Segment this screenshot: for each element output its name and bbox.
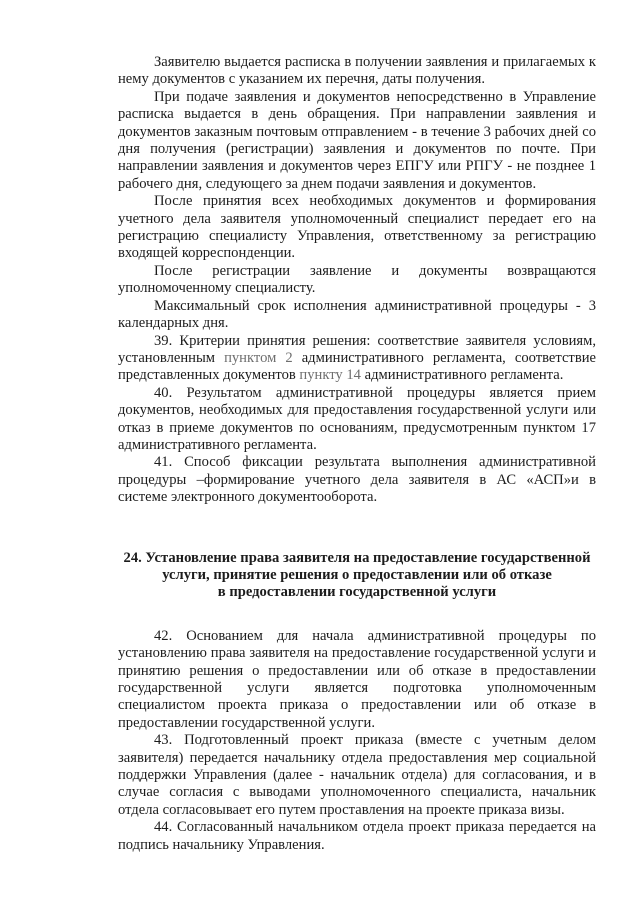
paragraph [118,89,596,193]
paragraph-text: После регистрации заявление и документы возвращаются уполномоченному специалисту. [118,262,596,297]
heading-line: в предоставлении государственной услуги [217,584,497,601]
paragraph-text: 43. Подготовленный проект приказа (вместе с учетным делом заявителя) передается начальнику отдела предоставления мер социальной поддержки Управления (далее - начальник отдела) для согласования, и в случае согласия с выводами уполномоченного специалиста, начальник отдела согласовывает его путем проставления на проекте приказа визы. [118,732,596,818]
paragraph-text: административного регламента. [360,367,564,384]
paragraph-text: 39. Критерии принятия решения: соответствие заявителя условиям, установленным [118,332,596,366]
paragraph-text: Максимальный срок исполнения административной процедуры - 3 календарных дня. [118,297,596,332]
text-block-bottom [118,628,596,854]
paragraph [118,333,596,385]
section-heading [118,550,596,602]
regulation-reference-link[interactable]: пункту 14 [299,367,361,384]
heading-line: услуги, принятие решения о предоставлении или об отказе [162,566,552,583]
paragraph-text: После принятия всех необходимых документов и формирования учетного дела заявителя уполномоченный специалист передает его на регистрацию специалисту Управления, ответственному за регистрацию входящей корреспонденции. [118,193,596,262]
paragraph-text: При подаче заявления и документов непосредственно в Управление расписка выдается в день обращения. При направлении заявления и документов заказным почтовым отправлением - в течение 3 рабочих дней со дня получения (регистрации) заявления и документов по почте. При направлении заявления и документов через ЕПГУ или РПГУ - не позднее 1 рабочего дня, следующего за днем подачи заявления и документов. [118,88,596,192]
paragraph-text: 41. Способ фиксации результата выполнения административной процедуры –формирование учетного дела заявителя в АС «АСП»и в системе электронного документооборота. [118,454,596,506]
paragraph [118,263,596,298]
paragraph [118,454,596,506]
paragraph [118,298,596,333]
paragraph [118,819,596,854]
paragraph-text: 42. Основанием для начала административной процедуры по установлению права заявителя на предоставление государственной услуги и принятию решения о предоставлении или об отказе в предоставлении государственной услуги является подготовка уполномоченным специалистом проекта приказа о предоставлении или об отказе в предоставлении государственной услуги. [118,627,596,731]
paragraph-text: 40. Результатом административной процедуры является прием документов, необходимых для предоставления государственной услуги или отказ в приеме документов по основаниям, предусмотренным пунктом 17 административного регламента. [118,384,596,453]
paragraph [118,193,596,263]
regulation-reference-link[interactable]: пунктом 2 [224,349,293,366]
paragraph-text: Заявителю выдается расписка в получении заявления и прилагаемых к нему документов с указанием их перечня, даты получения. [118,54,596,88]
text-block-top [118,54,596,507]
heading-line: 24. Установление права заявителя на предоставление государственной [123,549,591,566]
paragraph [118,54,596,89]
paragraph-text: 44. Согласованный начальником отдела проект приказа передается на подпись начальнику Управления. [118,819,596,853]
paragraph-text: административного регламента, соответствие представленных документов [118,349,596,384]
paragraph [118,628,596,732]
paragraph [118,385,596,455]
paragraph [118,732,596,819]
